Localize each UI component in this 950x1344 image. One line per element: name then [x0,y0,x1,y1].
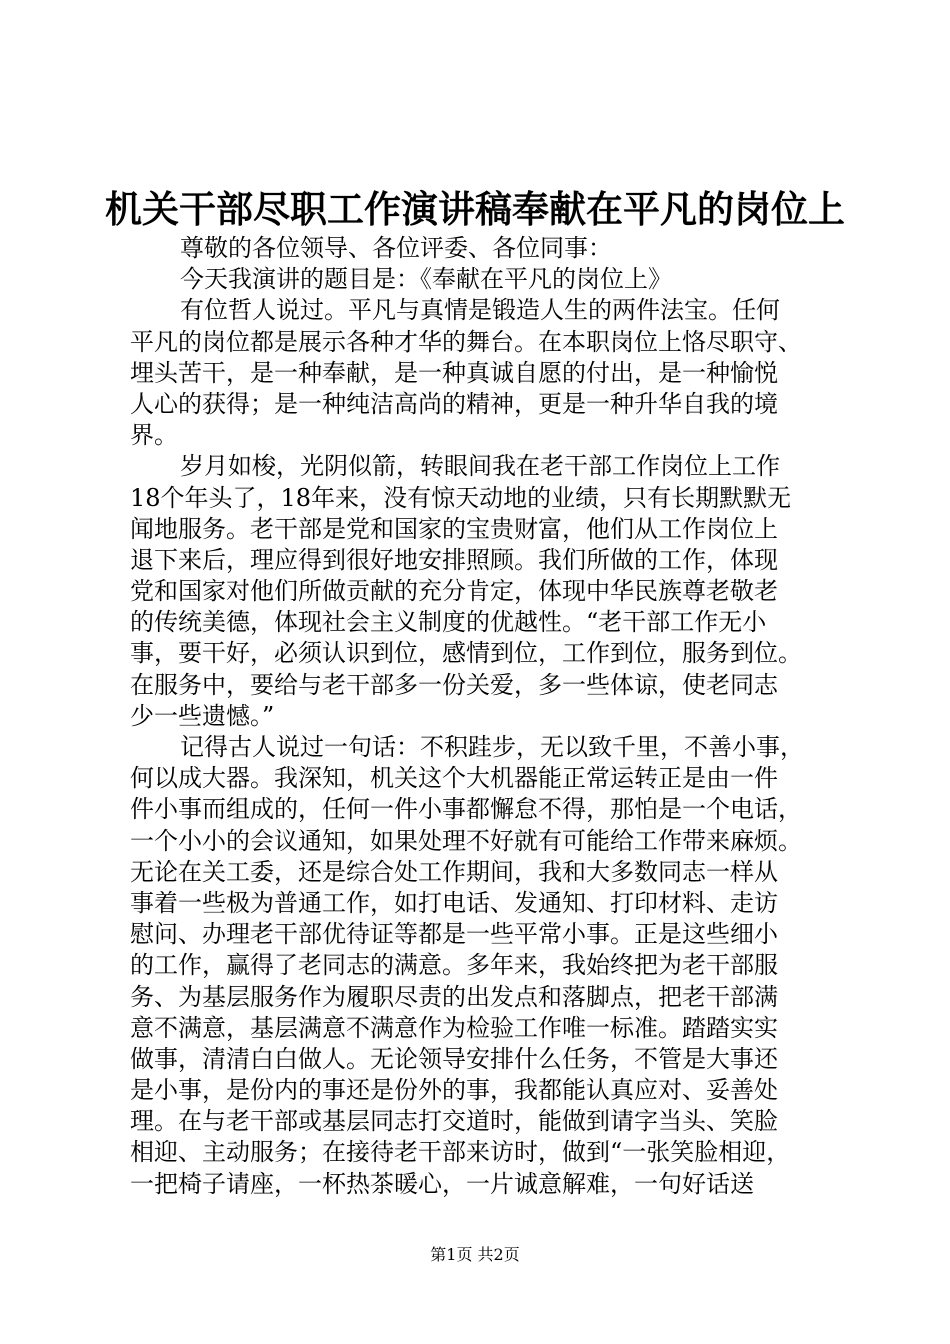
text-line: 人心的获得；是一种纯洁高尚的精神，更是一种升华自我的境 [130,389,778,418]
text-line: 岁月如梭，光阴似箭，转眼间我在老干部工作岗位上工作 [180,452,780,481]
text-line: 事着一些极为普通工作，如打电话、发通知、打印材料、走访 [130,888,778,917]
text-line: 在服务中，要给与老干部多一份关爱，多一些体谅，使老同志 [130,670,778,699]
text-line: 的传统美德，体现社会主义制度的优越性。“老干部工作无小 [130,608,767,637]
text-line: 少一些遗憾。” [130,701,275,730]
text-line: 有位哲人说过。平凡与真情是锻造人生的两件法宝。任何 [180,296,780,325]
text-line: 埋头苦干，是一种奉献，是一种真诚自愿的付出，是一种愉悦 [130,358,778,387]
text-line: 意不满意，基层满意不满意作为检验工作唯一标准。踏踏实实 [130,1013,778,1042]
text-line: 平凡的岗位都是展示各种才华的舞台。在本职岗位上恪尽职守、 [130,327,802,356]
text-line: 记得古人说过一句话：不积跬步，无以致千里，不善小事， [180,733,804,761]
text-line: 党和国家对他们所做贡献的充分肯定，体现中华民族尊老敬老 [130,577,778,606]
text-line: 18个年头了，18年来，没有惊天动地的业绩，只有长期默默无 [130,483,792,512]
text-line: 的工作，赢得了老同志的满意。多年来，我始终把为老干部服 [130,951,778,980]
text-line: 今天我演讲的题目是：《奉献在平凡的岗位上》 [180,265,672,294]
text-line: 事，要干好，必须认识到位，感情到位，工作到位，服务到位。 [130,639,802,668]
text-line: 退下来后，理应得到很好地安排照顾。我们所做的工作，体现 [130,545,778,574]
text-line: 是小事，是份内的事还是份外的事，我都能认真应对、妥善处 [130,1076,778,1105]
text-line: 何以成大器。我深知，机关这个大机器能正常运转正是由一件 [130,764,778,793]
text-line: 务、为基层服务作为履职尽责的出发点和落脚点，把老干部满 [130,982,778,1011]
text-line: 界。 [130,421,178,450]
text-line: 件小事而组成的，任何一件小事都懈怠不得，那怕是一个电话， [130,795,802,824]
text-line: 慰问、办理老干部优待证等都是一些平常小事。正是这些细小 [130,920,778,949]
document-title: 机关干部尽职工作演讲稿奉献在平凡的岗位上 [105,187,845,231]
text-line: 无论在关工委，还是综合处工作期间，我和大多数同志一样从 [130,857,778,886]
text-line: 尊敬的各位领导、各位评委、各位同事： [180,234,612,262]
text-line: 做事，清清白白做人。无论领导安排什么任务，不管是大事还 [130,1044,778,1073]
text-line: 理。在与老干部或基层同志打交道时，能做到请字当头、笑脸 [130,1107,778,1136]
text-line: 一个小小的会议通知，如果处理不好就有可能给工作带来麻烦。 [130,826,802,855]
text-line: 一把椅子请座，一杯热茶暖心，一片诚意解难，一句好话送 [130,1169,754,1198]
text-line: 相迎、主动服务；在接待老干部来访时，做到“一张笑脸相迎， [130,1138,791,1167]
document-body [130,233,848,1200]
text-line: 闻地服务。老干部是党和国家的宝贵财富，他们从工作岗位上 [130,514,778,543]
page-footer: 第1页 共2页 [430,1245,520,1264]
